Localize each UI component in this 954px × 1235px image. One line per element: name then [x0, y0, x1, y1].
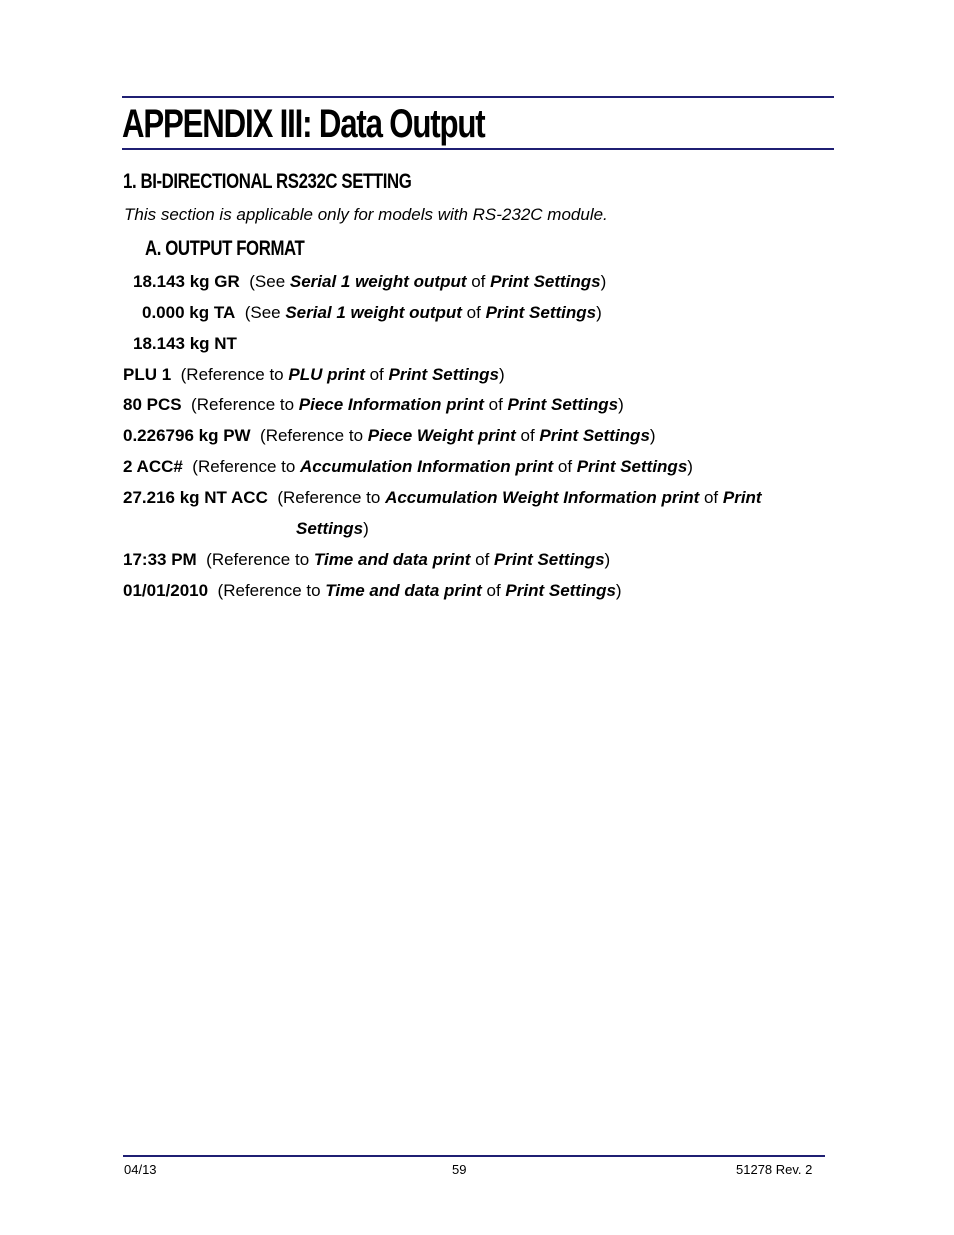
- output-value: 18.143 kg GR: [133, 272, 240, 291]
- setting-item: Serial 1 weight output: [285, 303, 462, 322]
- setting-item: Piece Weight print: [367, 426, 516, 445]
- setting-menu: Print Settings: [494, 550, 605, 569]
- output-line: 01/01/2010 (Reference to Time and data print of Print Settings): [123, 581, 622, 600]
- setting-menu: Settings: [296, 519, 364, 538]
- output-value: 01/01/2010: [123, 581, 209, 600]
- footer-page-number: 59: [452, 1162, 467, 1177]
- output-line-continuation: Settings): [296, 519, 369, 538]
- output-line: 0.226796 kg PW (Reference to Piece Weight print of Print Settings): [123, 426, 656, 445]
- setting-menu: Print Settings: [505, 581, 616, 600]
- footer-rule: [123, 1155, 825, 1157]
- output-value: PLU 1: [123, 365, 172, 384]
- output-line: [133, 333, 237, 355]
- title-top-rule: [122, 96, 834, 98]
- setting-item: PLU print: [288, 365, 365, 384]
- setting-menu: Print Settings: [576, 457, 688, 476]
- setting-item: Accumulation Information print: [300, 457, 554, 476]
- output-value: 0.000 kg TA: [142, 303, 236, 322]
- output-value: 2 ACC#: [123, 457, 183, 476]
- title-bottom-rule: [122, 148, 834, 150]
- setting-item: Time and data print: [325, 581, 482, 600]
- output-line: 0.000 kg TA (See Serial 1 weight output of Print Settings): [142, 303, 602, 322]
- section-intro: This section is applicable only for models with RS-232C module.: [124, 205, 608, 224]
- output-line: 17:33 PM (Reference to Time and data print of Print Settings): [123, 550, 611, 569]
- footer-date: 04/13: [124, 1162, 157, 1177]
- output-value: 80 PCS: [123, 395, 182, 414]
- output-line: PLU 1 (Reference to PLU print of Print Settings): [123, 365, 505, 384]
- output-line: 80 PCS (Reference to Piece Information print of Print Settings): [123, 395, 624, 414]
- output-value: 18.143 kg NT: [133, 334, 237, 353]
- setting-menu: Print: [722, 488, 762, 507]
- subsection-heading: A. OUTPUT FORMAT: [145, 237, 305, 260]
- setting-menu: Print Settings: [539, 426, 650, 445]
- setting-item: Accumulation Weight Information print: [385, 488, 700, 507]
- setting-menu: Print Settings: [485, 303, 597, 322]
- footer-document-number: 51278 Rev. 2: [736, 1162, 813, 1177]
- setting-menu: Print Settings: [507, 395, 619, 414]
- setting-item: Time and data print: [313, 550, 471, 569]
- output-value: 0.226796 kg PW: [123, 426, 251, 445]
- output-value: 17:33 PM: [123, 550, 197, 569]
- output-line: 27.216 kg NT ACC (Reference to Accumulation Weight Information print of Print: [123, 488, 762, 507]
- setting-item: Serial 1 weight output: [289, 272, 467, 291]
- output-value: 27.216 kg NT ACC: [123, 488, 268, 507]
- output-line: 18.143 kg GR (See Serial 1 weight output of Print Settings): [133, 272, 607, 291]
- setting-menu: Print Settings: [490, 272, 601, 291]
- setting-item: Piece Information print: [298, 395, 484, 414]
- page-title: APPENDIX III: Data Output: [122, 102, 485, 146]
- output-line: 2 ACC# (Reference to Accumulation Information print of Print Settings): [123, 457, 693, 476]
- setting-menu: Print Settings: [388, 365, 500, 384]
- section-heading: 1. BI-DIRECTIONAL RS232C SETTING: [123, 170, 412, 193]
